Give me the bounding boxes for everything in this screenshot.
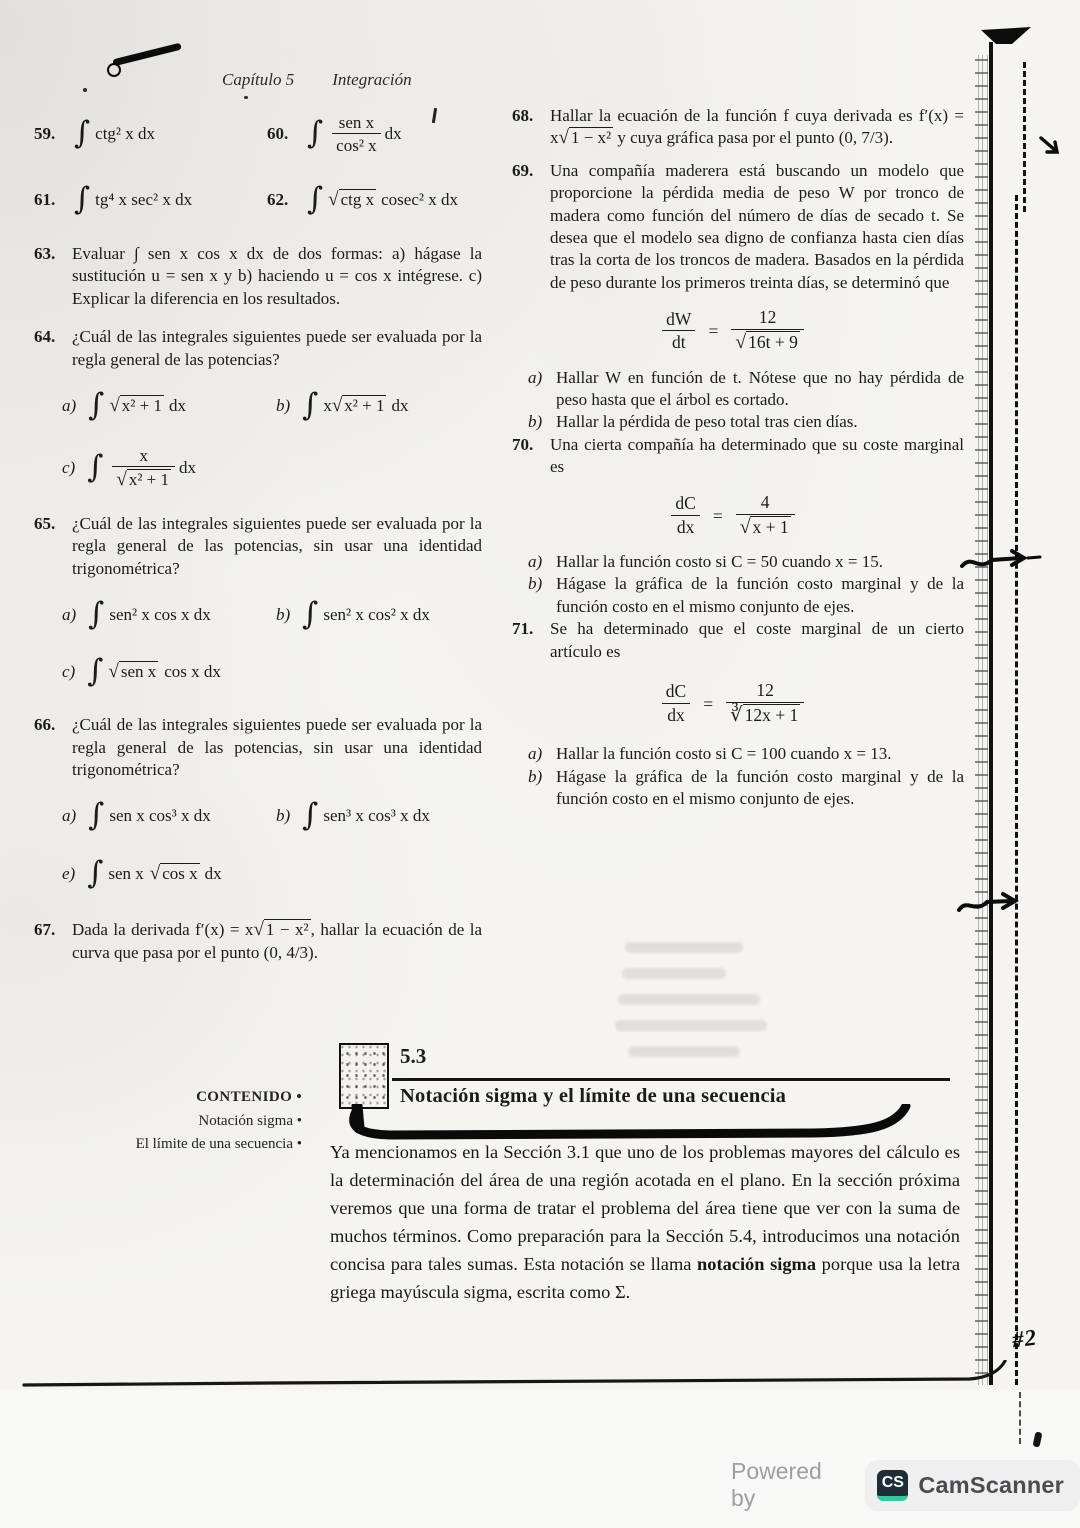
sidebar-heading: CONTENIDO • [196, 1089, 302, 1105]
option-b [276, 596, 430, 633]
numerator: dC [675, 492, 696, 513]
exercise-71 [512, 618, 964, 663]
radicand: ctg x [340, 189, 375, 209]
part-a [528, 367, 964, 412]
part-text: Hallar W en función de t. Nótese que no hay pérdida de peso hasta que el árbol es cortado. [556, 367, 964, 410]
exercise-text [550, 105, 964, 150]
part-text: Hágase la gráfica de la función costo marginal y de la función costo en el mismo conjunto de ejes. [556, 574, 964, 616]
section-title: Notación sigma y el límite de una secuencia [400, 1085, 787, 1107]
exercise-number: 61. [34, 189, 56, 209]
derivative [671, 493, 699, 539]
numerator: x [139, 445, 148, 465]
part-a [528, 551, 964, 573]
camscanner-watermark [731, 1458, 1080, 1512]
exercise-text: Se ha determinado que el coste marginal de un cierto artículo es [550, 619, 964, 661]
binding-scan-artifact [975, 0, 1065, 1390]
exercise-64 [34, 326, 482, 371]
exercise-65 [34, 513, 482, 580]
radical-sign: √ [253, 919, 264, 941]
option-a [62, 386, 276, 423]
option-label: b) [276, 605, 291, 625]
exercise-text: Una cierta compañía ha determinado que su coste marginal es [550, 434, 964, 477]
radicand: 1 − x² [570, 128, 612, 148]
fraction [332, 112, 381, 157]
exercise-text: Una compañía maderera está buscando un modelo que proporcione la pérdida media de peso W por tronco de madera como función del número de días de secado t. Se desea que el modelo sea digno de confianza hasta cien días tras la corta de los troncos de madera. Basados en la pérdida de peso durante los primeros treinta días, se determinó que [550, 160, 964, 292]
differential: dx [391, 395, 409, 415]
exercise-70-parts [528, 551, 964, 618]
radical-sign: √ [149, 863, 161, 885]
part-a [528, 743, 964, 765]
bleed-through-line [628, 1046, 740, 1057]
artifact-solid-line [989, 42, 993, 1385]
exercise-number: 59. [34, 123, 56, 143]
sidebar-item: Notación sigma • [198, 1112, 302, 1129]
section-number: 5.3 [400, 1044, 427, 1068]
square-root [332, 395, 387, 417]
fraction [726, 680, 804, 728]
option-label: c) [62, 457, 76, 477]
exercise-67 [34, 919, 482, 964]
differential: dx [204, 864, 222, 884]
artifact-dashed-line [1015, 195, 1018, 1385]
exercise-number: 63. [34, 244, 56, 263]
equals-sign: = [703, 694, 714, 714]
factor: x [323, 395, 332, 415]
integrand: sen² x cos² x dx [323, 605, 430, 625]
exercise-text: ¿Cuál de las integrales siguientes puede ser evaluada por la regla general de las potencias? [72, 327, 482, 369]
radicand: x² + 1 [128, 469, 170, 489]
exercise-number: 67. [34, 920, 56, 940]
part-label: b) [528, 766, 543, 786]
running-head [222, 70, 412, 90]
exercise-number: 60. [267, 123, 289, 143]
option-a [62, 596, 276, 633]
exercise-63 [34, 243, 482, 310]
denominator: dx [671, 515, 699, 539]
radicand: sen x [120, 662, 157, 682]
chapter-label: Capítulo 5 [222, 70, 295, 89]
exercise-66 [34, 714, 482, 781]
bleed-through-line [618, 994, 760, 1005]
exercise-number: 62. [267, 189, 289, 209]
exercise-64-options [62, 377, 482, 435]
part-b [528, 766, 964, 811]
integral-sign: ∫ [88, 596, 105, 633]
ink-speck [83, 88, 87, 92]
integrand: cosec² x dx [381, 189, 458, 209]
integral-sign: ∫ [302, 596, 319, 633]
option-label: e) [62, 864, 76, 884]
exercise-number: 65. [34, 514, 56, 534]
square-root [328, 189, 376, 211]
integral-sign: ∫ [88, 797, 105, 834]
exercise-71-parts [528, 743, 964, 810]
exercise-number: 68. [512, 106, 534, 125]
integral-sign: ∫ [74, 114, 91, 151]
derivative [662, 681, 690, 727]
option-a [62, 797, 276, 834]
section-intro-paragraph [330, 1139, 960, 1306]
integral-sign: ∫ [87, 653, 104, 690]
square-root [253, 920, 310, 939]
numerator: dW [666, 308, 692, 329]
paragraph-text: Ya mencionamos en la Sección 3.1 que uno de los problemas mayores del cálculo es la determinación del área de una región acotada en el plano. En la sección próxima veremos que una forma de tratar el problema del área tiene que ver con la suma de muchos términos. Como preparación para la Sección 5.4, introducimos una notación concisa para tales sumas. Esta notación se llama [330, 1142, 960, 1274]
cube-root-sign: ∛ [730, 704, 743, 726]
factor: sen x [108, 864, 144, 884]
integrand: ctg² x dx [95, 123, 156, 143]
option-label: a) [62, 806, 77, 826]
equals-sign: = [712, 505, 723, 526]
bleed-through-line [625, 942, 743, 953]
exercise-number: 66. [34, 715, 56, 735]
pen-arrow-mark [955, 890, 1035, 920]
differential: dx [384, 123, 402, 143]
integral-sign: ∫ [302, 386, 319, 423]
radical-sign: √ [331, 394, 343, 416]
exercise-59 [34, 114, 267, 151]
radicand: cos x [162, 864, 198, 884]
denominator: dt [662, 330, 695, 354]
exercise-text: ¿Cuál de las integrales siguientes puede ser evaluada por la regla general de las potencias, sin usar una identidad trigonométrica? [72, 715, 482, 780]
part-text: Hallar la función costo si C = 50 cuando x = 15. [556, 552, 884, 571]
powered-by-text: Powered by [731, 1458, 822, 1511]
right-column [512, 105, 964, 811]
camscanner-pill [865, 1460, 1080, 1511]
exercise-number: 69. [512, 160, 534, 180]
option-label: a) [62, 605, 77, 625]
numerator: dC [665, 681, 687, 702]
exercise-68 [512, 105, 964, 150]
radicand: 12x + 1 [744, 704, 799, 725]
exercise-66-options [62, 787, 482, 845]
part-label: b) [528, 574, 543, 594]
radicand: x² + 1 [344, 395, 385, 415]
integral-sign: ∫ [88, 386, 105, 423]
exercise-69-parts [528, 367, 964, 434]
text-after-root: y cuya gráfica pasa por el punto (0, 7/3). [613, 128, 894, 148]
part-label: a) [528, 367, 543, 387]
radical-sign: √ [109, 394, 120, 416]
bleed-through-line [615, 1020, 767, 1031]
square-root [108, 661, 158, 683]
square-root [150, 863, 200, 885]
derivative [662, 309, 695, 355]
exercise-65-option-c [62, 646, 482, 698]
part-text: Hallar la función costo si C = 100 cuando x = 13. [556, 744, 892, 764]
part-label: a) [528, 744, 543, 764]
fraction [736, 492, 795, 540]
exercise-text: ¿Cuál de las integrales siguientes puede ser evaluada por la regla general de las potencias, sin usar una identidad trigonométrica? [72, 514, 482, 578]
integral-sign: ∫ [307, 114, 324, 151]
text-before-root: Hallar la ecuación de la función f cuya derivada es f′(x) = x [550, 106, 964, 148]
radicand: x² + 1 [121, 395, 162, 415]
numerator: sen x [338, 112, 375, 132]
denominator [731, 329, 804, 355]
integrand: cos x dx [164, 662, 221, 682]
exercise-number: 70. [512, 434, 534, 454]
text-before-root: Dada la derivada f′(x) = x [72, 920, 254, 940]
option-label: c) [62, 662, 76, 682]
part-b [528, 411, 964, 433]
exercise-text [72, 919, 482, 964]
sidebar-item: El límite de una secuencia • [135, 1136, 302, 1152]
denominator [112, 466, 175, 492]
part-label: a) [528, 552, 543, 571]
integrand: tg⁴ x sec² x dx [95, 189, 193, 209]
exercise-61-62-row [34, 167, 482, 233]
differential: dx [179, 457, 197, 477]
part-text: Hallar la pérdida de peso total tras cien días. [556, 412, 858, 432]
radical-sign: √ [328, 188, 339, 210]
exercise-60 [267, 112, 402, 157]
exercise-70 [512, 434, 964, 479]
exercise-text: Evaluar ∫ sen x cos x dx de dos formas: a) hágase la sustitución u = sen x y b) haciendo u = cos x intégrese. c) Explicar la diferencia en los resultados. [72, 244, 482, 308]
exercise-65-options [62, 586, 482, 644]
artifact-noise-band [975, 55, 988, 1385]
option-label: b) [276, 806, 291, 826]
artifact-dashed-line [1023, 62, 1026, 212]
handwritten-note: #2 [1010, 1324, 1039, 1353]
radical-sign: √ [108, 661, 119, 683]
exercise-61 [34, 180, 267, 217]
pen-stroke-mark [112, 43, 181, 66]
option-label: a) [62, 395, 77, 415]
option-label: b) [276, 395, 291, 415]
square-root [559, 128, 614, 147]
integral-sign: ∫ [87, 448, 104, 485]
section-rule [392, 1078, 950, 1081]
exercise-62 [267, 180, 458, 217]
part-text: Hágase la gráfica de la función costo marginal y de la función costo en el mismo conjunto de ejes. [556, 766, 964, 809]
artifact-dashed-line [1019, 1392, 1021, 1444]
page-bottom-rule [22, 1360, 1022, 1388]
radical-sign: √ [739, 516, 751, 538]
option-b [276, 386, 409, 423]
exercise-69-formula [502, 307, 964, 355]
radical-sign: √ [116, 468, 127, 490]
exercise-71-formula [502, 680, 964, 728]
fraction [112, 445, 175, 492]
denominator [726, 702, 804, 728]
pen-flick-mark [1037, 134, 1063, 160]
numerator: 4 [760, 491, 770, 512]
option-b [276, 797, 430, 834]
part-label: b) [528, 412, 543, 432]
radicand: 16t + 9 [748, 332, 798, 353]
bold-term: notación sigma [697, 1253, 817, 1274]
text-after-root: , hallar la ecuación de la curva que pasa por el punto (0, 4/3). [72, 920, 483, 962]
chapter-title: Integración [332, 70, 412, 89]
integral-sign: ∫ [302, 797, 319, 834]
section-marker-icon [339, 1043, 389, 1109]
exercise-69 [512, 160, 964, 294]
bleed-through-line [622, 968, 726, 979]
pen-arrow-mark [958, 548, 1044, 578]
integrand: sen² x cos x dx [109, 605, 211, 625]
equals-sign: = [708, 321, 719, 342]
integral-sign: ∫ [74, 180, 91, 217]
section-contents-sidebar [30, 1086, 302, 1157]
exercise-number: 64. [34, 327, 56, 347]
integrand: sen x cos³ x dx [109, 806, 211, 826]
ink-speck [244, 96, 248, 99]
part-b [528, 573, 964, 618]
exercise-70-formula [502, 492, 964, 540]
integral-sign: ∫ [307, 180, 324, 217]
radicand: x + 1 [752, 516, 789, 537]
pen-stroke-hook [107, 63, 121, 77]
left-column [34, 101, 482, 964]
radicand: 1 − x² [265, 920, 309, 940]
denominator: cos² x [332, 133, 381, 156]
exercise-66-option-c [62, 847, 482, 901]
camscanner-logo-icon: CS [877, 1470, 908, 1501]
numerator: 12 [758, 307, 777, 328]
denominator: dx [662, 703, 690, 727]
radical-sign: √ [558, 127, 569, 149]
fraction [731, 307, 804, 355]
exercise-64-option-c [62, 437, 482, 499]
camscanner-brand-text: CamScanner [918, 1471, 1064, 1498]
denominator [736, 514, 795, 540]
differential: dx [168, 395, 186, 415]
integrand: sen³ x cos³ x dx [323, 806, 430, 826]
paragraph-text: porque usa la letra griega mayúscula sigma, escrita como Σ. [330, 1253, 961, 1302]
numerator: 12 [756, 680, 774, 701]
radical-sign: √ [735, 332, 747, 354]
exercise-number: 71. [512, 619, 534, 639]
integral-sign: ∫ [87, 855, 104, 892]
square-root [109, 395, 164, 417]
exercise-59-60-row [34, 101, 482, 167]
